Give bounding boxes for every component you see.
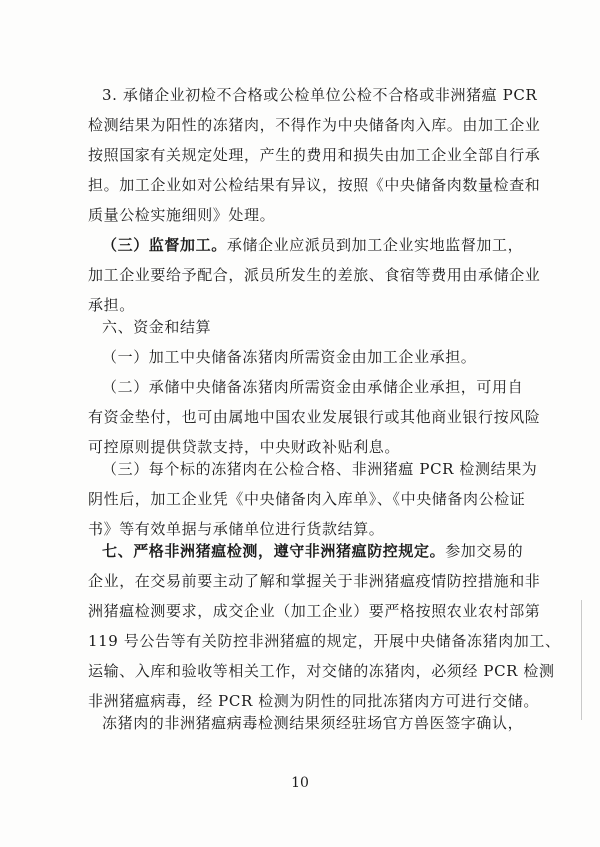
text-line: （一）加工中央储备冻猪肉所需资金由加工企业承担。 [102,348,477,366]
paragraph-asf-testing [88,536,561,716]
text-line: 洲猪瘟检测要求，成交企业（加工企业）要严格按照农业农村部第 [88,602,541,620]
text-line: 按照国家有关规定处理，产生的费用和损失由加工企业全部自行承 [88,146,541,164]
text-line: 担。加工企业如对公检结果有异议，按照《中央储备肉数量检查和 [88,176,541,194]
paragraph-veterinary-confirmation [88,708,548,738]
scan-artifact-line [581,600,582,720]
subheading-supervision: （三）监督加工。 [102,236,227,254]
paragraph-supervision [88,230,548,320]
section-funding-heading [88,312,548,342]
text-line: 119 号公告等有关防控非洲猪瘟的规定，开展中央储备冻猪肉加工、 [88,632,561,650]
text-line: 检测结果为阳性的冻猪肉，不得作为中央储备肉入库。由加工企业 [88,116,541,134]
text-line: （二）承储中央储备冻猪肉所需资金由承储企业承担，可用自 [102,378,524,396]
text-line: 质量公检实施细则》处理。 [88,206,276,224]
paragraph-rejection-rules [88,80,548,230]
paragraph-funding-1 [88,342,548,372]
text-line [88,230,548,260]
text-line-rest: 参加交易的 [445,542,524,560]
text-line: 加工企业要给予配合，派员所发生的差旅、食宿等费用由承储企业 [88,266,541,284]
text-line: 冻猪肉的非洲猪瘟病毒检测结果须经驻场官方兽医签字确认， [102,714,524,732]
section-heading-asf: 七、严格非洲猪瘟检测，遵守非洲猪瘟防控规定。 [102,542,446,560]
paragraph-funding-3 [88,454,548,544]
paragraph-funding-2 [88,372,548,462]
text-line: 书》等有效单据与承储单位进行货款结算。 [88,520,385,538]
text-line [88,536,548,566]
text-line: 企业，在交易前要主动了解和掌握关于非洲猪瘟疫情防控措施和非 [88,572,541,590]
section-heading: 六、资金和结算 [102,318,212,336]
text-line: 可控原则提供贷款支持，中央财政补贴利息。 [88,438,401,456]
text-line-rest: 承储企业应派员到加工企业实地监督加工， [226,236,524,254]
text-line: 有资金垫付，也可由属地中国农业发展银行或其他商业银行按风险 [88,408,541,426]
text-line: 阴性后，加工企业凭《中央储备肉入库单》、《中央储备肉公检证 [88,490,526,508]
page-number: 10 [291,775,309,791]
text-line: 承担。 [88,296,135,314]
text-line: （三）每个标的冻猪肉在公检合格、非洲猪瘟 PCR 检测结果为 [102,460,538,478]
text-line: 3. 承储企业初检不合格或公检单位公检不合格或非洲猪瘟 PCR [102,86,538,104]
text-line: 非洲猪瘟病毒，经 PCR 检测为阴性的同批冻猪肉方可进行交储。 [88,692,540,710]
text-line: 运输、入库和验收等相关工作，对交储的冻猪肉，必须经 PCR 检测 [88,662,555,680]
